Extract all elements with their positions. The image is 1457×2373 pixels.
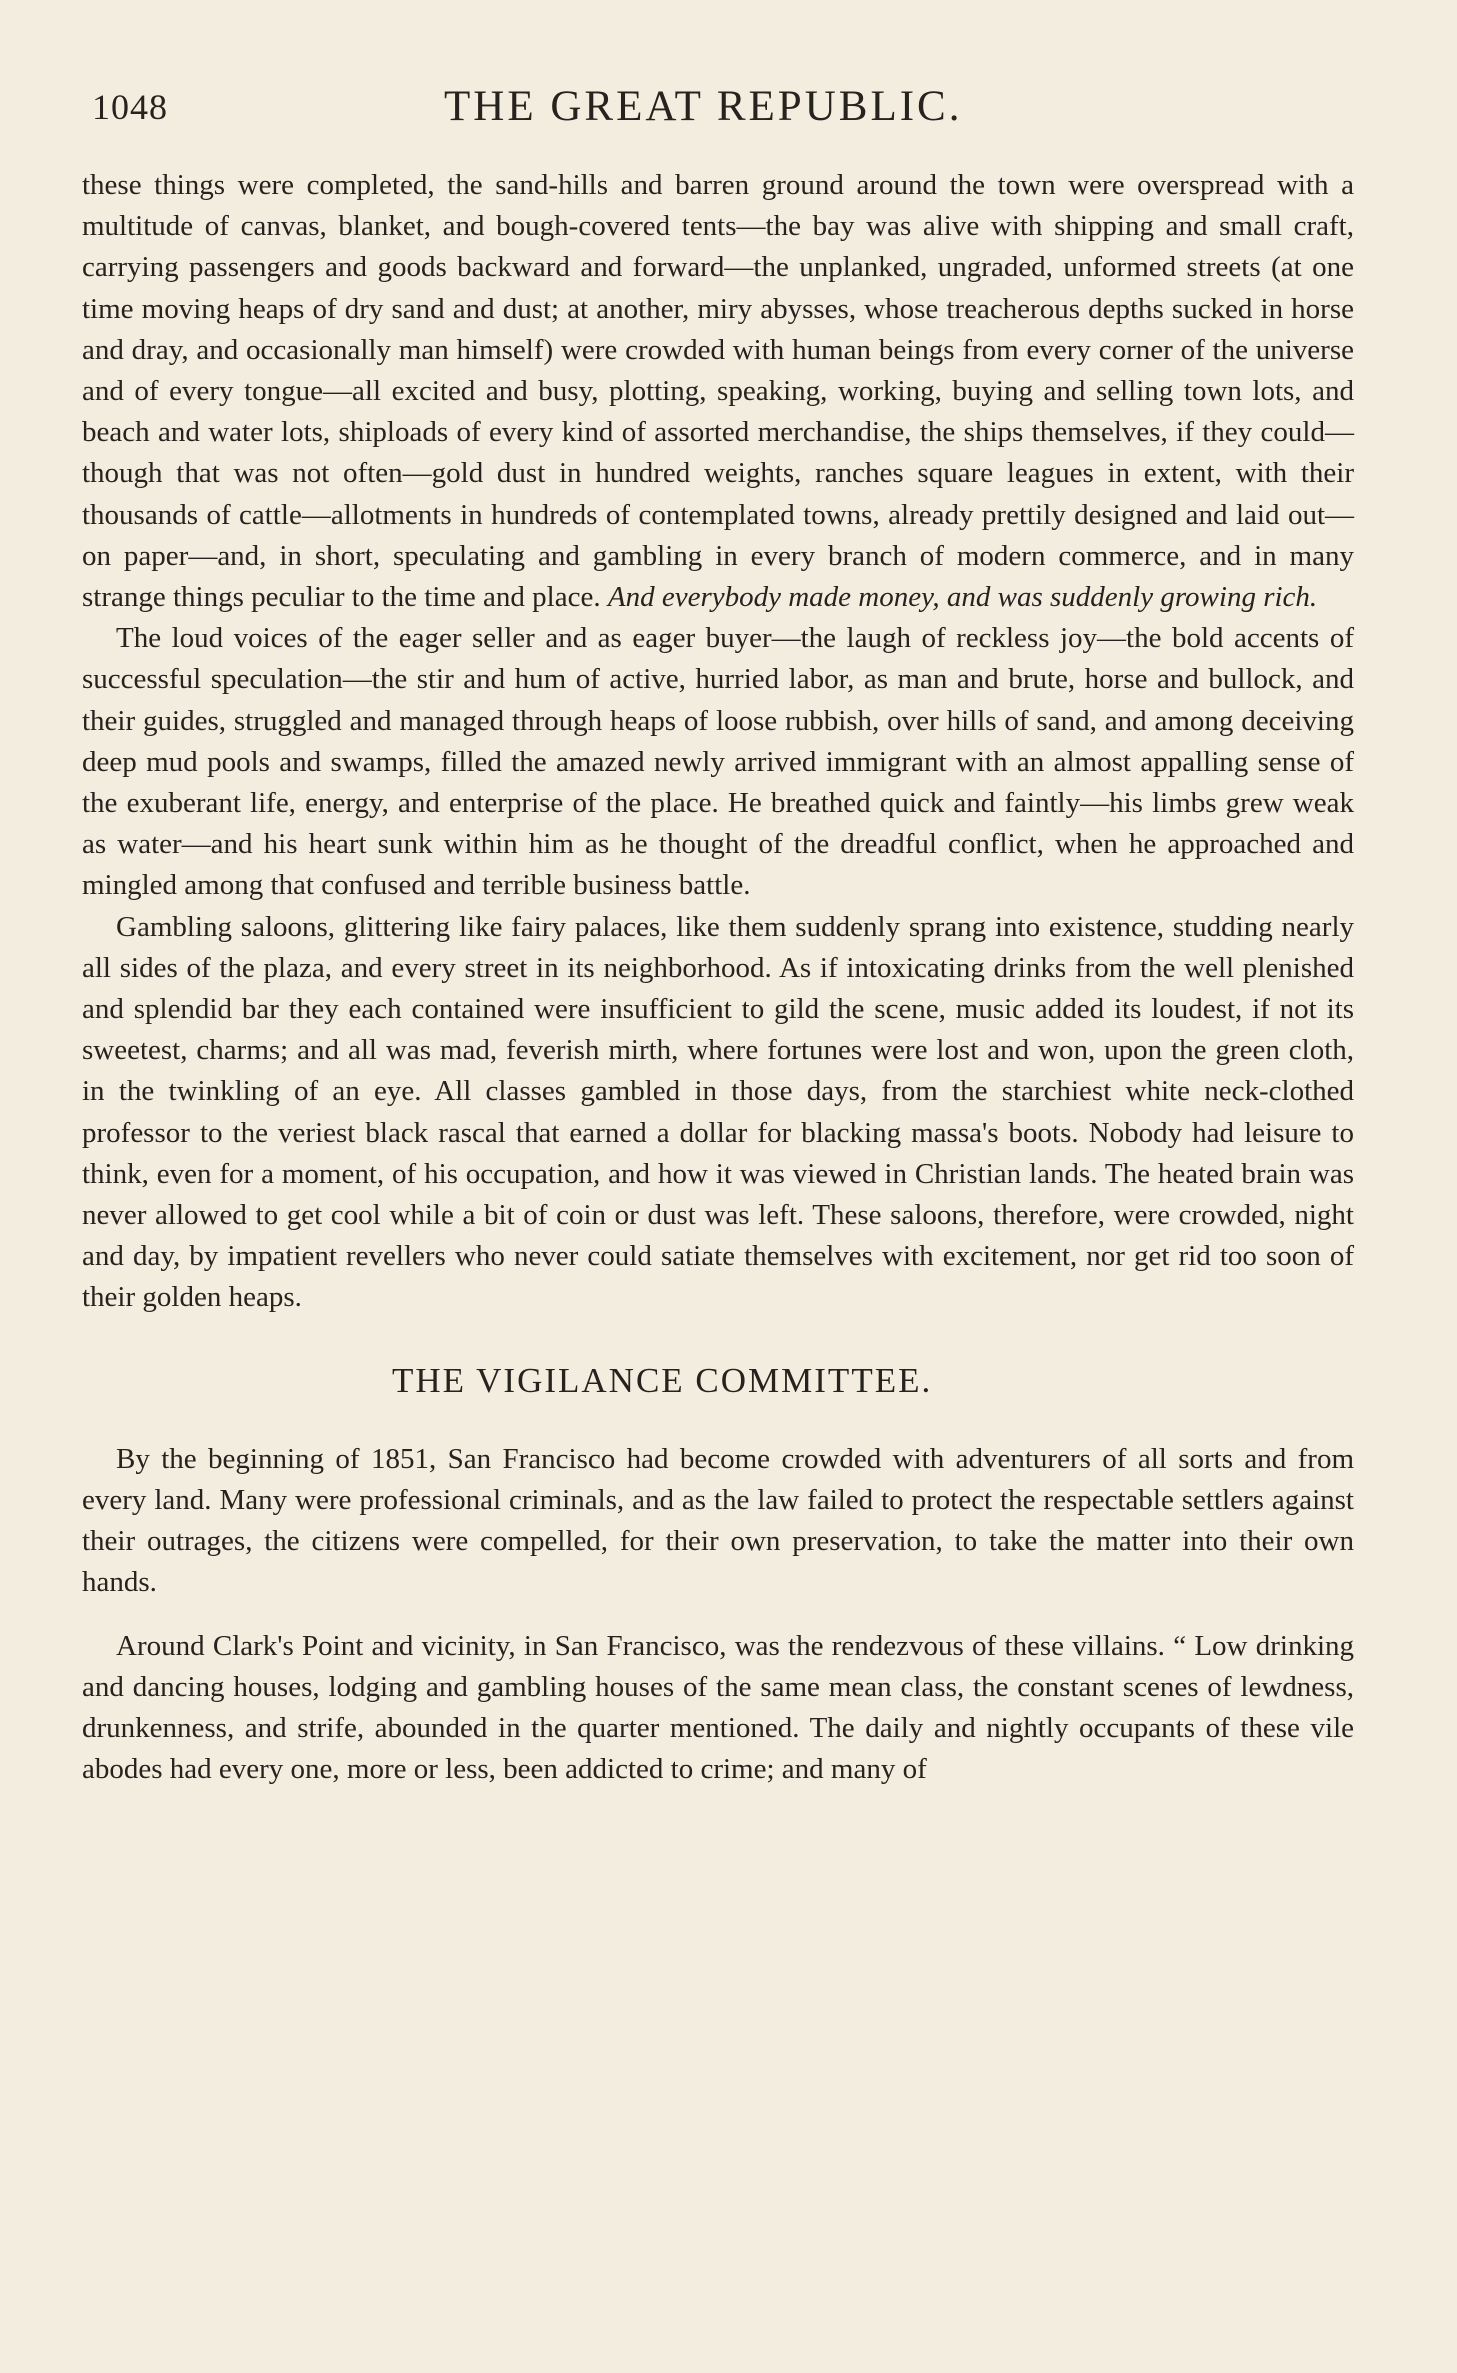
- paragraph-continued: [82, 165, 1354, 618]
- paragraph: [82, 618, 1354, 906]
- italic-emphasis: And everybody made money, and was suddenly growing rich.: [607, 581, 1318, 614]
- paragraph: [82, 907, 1354, 1319]
- running-title: THE GREAT REPUBLIC.: [444, 83, 963, 130]
- paragraph: [82, 1439, 1354, 1604]
- page-body: [82, 165, 1354, 1790]
- paragraph-text: By the beginning of 1851, San Francisco had become crowded with adventurers of all sorts and from every land. Many were professional criminals, and as the law failed to protect the respectable settlers against their outrages, the citizens were compelled, for their own preservation, to take the matter into their own hands.: [82, 1442, 1354, 1599]
- paragraph-text: these things were completed, the sand-hills and barren ground around the town were overspread with a multitude of canvas, blanket, and bough-covered tents—the bay was alive with shipping and small craft, carrying passengers and goods backward and forward—the unplanked, ungraded, unformed streets (at one time moving heaps of dry sand and dust; at another, miry abysses, whose treacherous depths sucked in horse and dray, and occasionally man himself) were crowded with human beings from every corner of the universe and of every tongue—all excited and busy, plotting, speaking, working, buying and selling town lots, and beach and water lots, shiploads of every kind of assorted merchandise, the ships themselves, if they could—though that was not often—gold dust in hundred weights, ranches square leagues in extent, with their thousands of cattle—allotments in hundreds of contemplated towns, already prettily designed and laid out—on paper—and, in short, speculating and gambling in every branch of modern commerce, and in many strange things peculiar to the time and place.: [82, 169, 1354, 614]
- page-number: 1048: [92, 87, 168, 127]
- paragraph: [82, 1626, 1354, 1791]
- section-heading: THE VIGILANCE COMMITTEE.: [392, 1360, 933, 1400]
- paragraph-text: The loud voices of the eager seller and as eager buyer—the laugh of reckless joy—the bold accents of successful speculation—the stir and hum of active, hurried labor, as man and brute, horse and bullock, and their guides, struggled and managed through heaps of loose rubbish, over hills of sand, and among deceiving deep mud pools and swamps, filled the amazed newly arrived immigrant with an almost appalling sense of the exuberant life, energy, and enterprise of the place. He breathed quick and faintly—his limbs grew weak as water—and his heart sunk within him as he thought of the dreadful conflict, when he approached and mingled among that confused and terrible business battle.: [82, 622, 1354, 902]
- paragraph-text: Gambling saloons, glittering like fairy palaces, like them suddenly sprang into existence, studding nearly all sides of the plaza, and every street in its neighborhood. As if intoxicating drinks from the well plenished and splendid bar they each contained were insufficient to gild the scene, music added its loudest, if not its sweetest, charms; and all was mad, feverish mirth, where fortunes were lost and won, upon the green cloth, in the twinkling of an eye. All classes gambled in those days, from the starchiest white neck-clothed professor to the veriest black rascal that earned a dollar for blacking massa's boots. Nobody had leisure to think, even for a moment, of his occupation, and how it was viewed in Christian lands. The heated brain was never allowed to get cool while a bit of coin or dust was left. These saloons, therefore, were crowded, night and day, by impatient revellers who never could satiate themselves with excitement, nor get rid too soon of their golden heaps.: [82, 910, 1354, 1314]
- paragraph-text: Around Clark's Point and vicinity, in San Francisco, was the rendezvous of these villains. “ Low drinking and dancing houses, lodging and gambling houses of the same mean class, the constant scenes of lewdness, drunkenness, and strife, abounded in the quarter mentioned. The daily and nightly occupants of these vile abodes had every one, more or less, been addicted to crime; and many of: [82, 1629, 1354, 1786]
- paragraph-gap: [82, 1604, 1354, 1626]
- page-header: [92, 82, 1354, 132]
